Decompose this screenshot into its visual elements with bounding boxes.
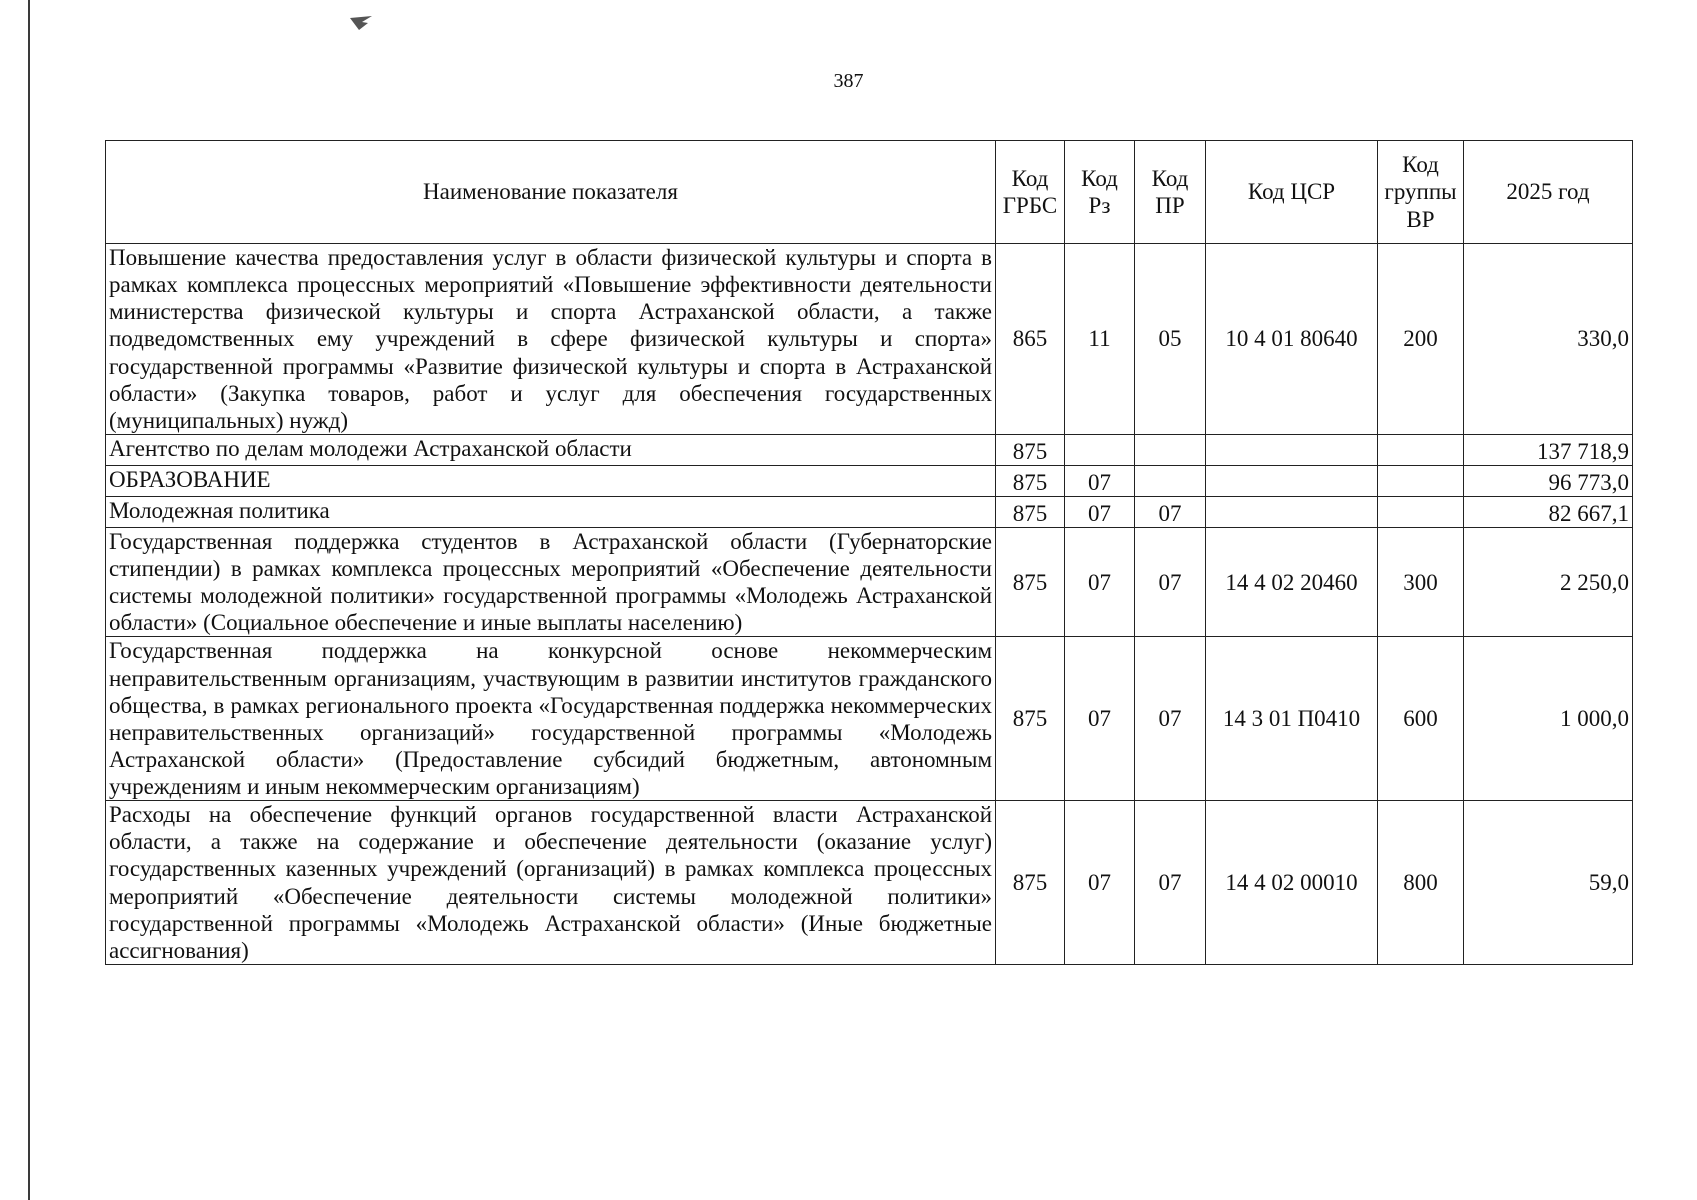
- row-grbs: 875: [996, 637, 1065, 801]
- row-vr: 800: [1378, 801, 1464, 965]
- header-name: Наименование показателя: [106, 141, 996, 244]
- row-rz: 07: [1065, 527, 1135, 637]
- table-row: [106, 637, 1633, 801]
- row-csr: 10 4 01 80640: [1206, 244, 1378, 435]
- page-number: 387: [833, 70, 864, 92]
- row-rz: 11: [1065, 244, 1135, 435]
- table-row: [106, 801, 1633, 965]
- row-amount: 59,0: [1464, 801, 1633, 965]
- row-vr: 600: [1378, 637, 1464, 801]
- row-csr: [1206, 434, 1378, 465]
- table-row: [106, 244, 1633, 435]
- row-csr: 14 4 02 00010: [1206, 801, 1378, 965]
- table-header-row: [106, 141, 1633, 244]
- header-year: 2025 год: [1464, 141, 1633, 244]
- header-grbs: Код ГРБС: [996, 141, 1065, 244]
- row-name: ОБРАЗОВАНИЕ: [106, 465, 996, 496]
- row-amount: 82 667,1: [1464, 496, 1633, 527]
- row-amount: 2 250,0: [1464, 527, 1633, 637]
- row-rz: 07: [1065, 637, 1135, 801]
- row-rz: 07: [1065, 496, 1135, 527]
- row-grbs: 875: [996, 527, 1065, 637]
- row-pr: 07: [1135, 637, 1206, 801]
- row-name: Государственная поддержка студентов в Астраханской области (Губернаторские стипендии) в рамках комплекса процессных мероприятий «Обеспечение деятельности системы молодежной политики» государственной программы «Молодежь Астраханской области» (Социальное обеспечение и иные выплаты населению): [106, 527, 996, 637]
- row-vr: [1378, 496, 1464, 527]
- row-vr: 200: [1378, 244, 1464, 435]
- row-grbs: 875: [996, 465, 1065, 496]
- row-amount: 137 718,9: [1464, 434, 1633, 465]
- table-row: [106, 434, 1633, 465]
- row-grbs: 865: [996, 244, 1065, 435]
- row-csr: 14 4 02 20460: [1206, 527, 1378, 637]
- budget-table: [105, 140, 1633, 965]
- row-name: Молодежная политика: [106, 496, 996, 527]
- row-csr: 14 3 01 П0410: [1206, 637, 1378, 801]
- row-pr: 07: [1135, 801, 1206, 965]
- row-name: Расходы на обеспечение функций органов государственной власти Астраханской области, а также на содержание и обеспечение деятельности (оказание услуг) государственных казенных учреждений (организаций) в рамках комплекса процессных мероприятий «Обеспечение деятельности системы молодежной политики» государственной программы «Молодежь Астраханской области» (Иные бюджетные ассигнования): [106, 801, 996, 965]
- header-pr: Код ПР: [1135, 141, 1206, 244]
- table-row: [106, 496, 1633, 527]
- row-rz: [1065, 434, 1135, 465]
- row-grbs: 875: [996, 801, 1065, 965]
- row-amount: 330,0: [1464, 244, 1633, 435]
- row-pr: 07: [1135, 496, 1206, 527]
- row-pr: [1135, 434, 1206, 465]
- scan-artifact-mark: [348, 14, 374, 32]
- row-rz: 07: [1065, 801, 1135, 965]
- row-csr: [1206, 465, 1378, 496]
- row-vr: 300: [1378, 527, 1464, 637]
- row-amount: 1 000,0: [1464, 637, 1633, 801]
- header-vr: Код группы ВР: [1378, 141, 1464, 244]
- row-csr: [1206, 496, 1378, 527]
- row-vr: [1378, 434, 1464, 465]
- row-grbs: 875: [996, 496, 1065, 527]
- binding-margin-line: [28, 0, 30, 1200]
- row-amount: 96 773,0: [1464, 465, 1633, 496]
- table-row: [106, 527, 1633, 637]
- header-csr: Код ЦСР: [1206, 141, 1378, 244]
- row-name: Агентство по делам молодежи Астраханской области: [106, 434, 996, 465]
- row-name: Государственная поддержка на конкурсной основе некоммерческим неправительственным организациям, участвующим в развитии институтов гражданского общества, в рамках регионального проекта «Государственная поддержка некоммерческих неправительственных организаций» государственной программы «Молодежь Астраханской области» (Предоставление субсидий бюджетным, автономным учреждениям и иным некоммерческим организациям): [106, 637, 996, 801]
- row-pr: 07: [1135, 527, 1206, 637]
- row-name: Повышение качества предоставления услуг в области физической культуры и спорта в рамках комплекса процессных мероприятий «Повышение эффективности деятельности министерства физической культуры и спорта Астраханской области, а также подведомственных ему учреждений в сфере физической культуры и спорта» государственной программы «Развитие физической культуры и спорта в Астраханской области» (Закупка товаров, работ и услуг для обеспечения государственных (муниципальных) нужд): [106, 244, 996, 435]
- row-pr: 05: [1135, 244, 1206, 435]
- table-row: [106, 465, 1633, 496]
- row-grbs: 875: [996, 434, 1065, 465]
- row-vr: [1378, 465, 1464, 496]
- header-rz: Код Рз: [1065, 141, 1135, 244]
- row-rz: 07: [1065, 465, 1135, 496]
- row-pr: [1135, 465, 1206, 496]
